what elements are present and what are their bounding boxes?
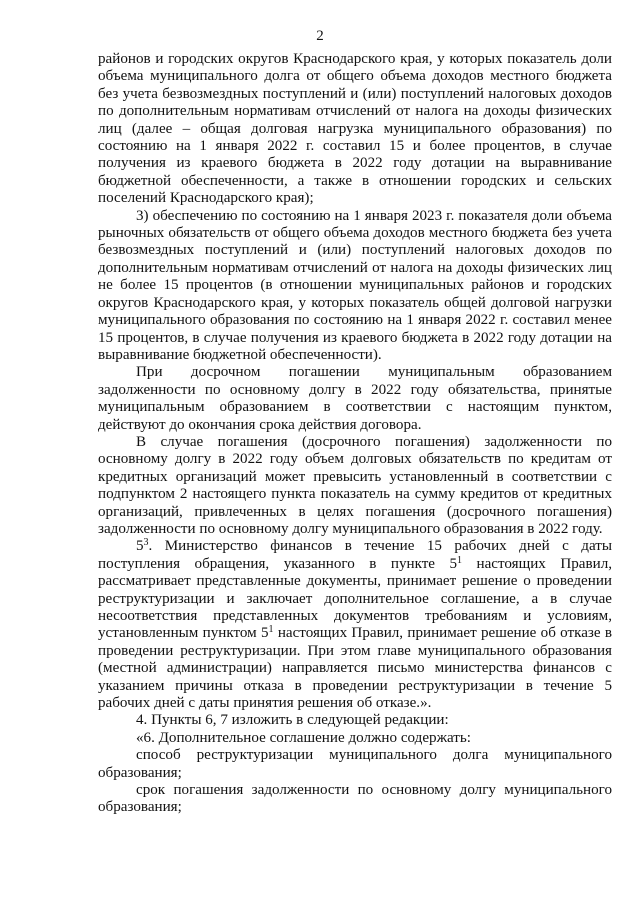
document-body [98, 51, 612, 817]
clause-superscript: 1 [268, 624, 274, 636]
paragraph-repayment-term: срок погашения задолженности по основному долгу муниципального образования; [98, 782, 612, 816]
paragraph-item-3: 3) обеспечению по состоянию на 1 января 2023 г. показателя доли объема рыночных обязательств от общего объема доходов местного бюджета без учета безвозмездных поступлений и (или) поступлений налоговых доходов по дополнительным нормативам отчислений от налога на доходы физических лиц не более 15 процентов (в отношении муниципальных районов и городских округов Краснодарского края, у которых показатель общей долговой нагрузки муниципального образования по состоянию на 1 января 2022 г. составил менее 15 процентов, в случае получения из краевого бюджета в 2022 году дотации на выравнивание бюджетной обеспеченности). [98, 207, 612, 363]
paragraph-item-4: 4. Пункты 6, 7 изложить в следующей редакции: [136, 712, 449, 729]
paragraph-continuation: районов и городских округов Краснодарского края, у которых показатель доли объема муниципального долга от общего объема доходов местного бюджета без учета безвозмездных поступлений и (или) поступлений налоговых доходов по дополнительным нормативам отчислений от налога на доходы физических лиц (далее – общая долговая нагрузка муниципального образования) по состоянию на 1 января 2022 г. составил 15 и более процентов, в случае получения из краевого бюджета в 2022 году дотации на выравнивание бюджетной обеспеченности, а также в отношении городских и сельских поселений Краснодарского края); [98, 51, 612, 207]
clause-superscript: 1 [457, 554, 463, 566]
paragraph-early-repayment: При досрочном погашении муниципальным образованием задолженности по основному долгу в 2022 году обязательства, принятые муниципальным образованием в соответствии с настоящим пунктом, действуют до окончания срока действия договора. [98, 364, 612, 433]
clause-text-part: настоящих Правил, принимает решение об отказе в проведении реструктуризации. При этом главе муниципального образования (местной администрации) направляется письмо министерства финансов с указанием причины отказа в проведении реструктуризации в течение 5 рабочих дней с даты принятия решения об отказе.». [98, 625, 612, 712]
clause-text-part: . Министерство финансов в течение 15 рабочих дней с даты поступления обращения, указанного в пункте 5 [98, 538, 612, 572]
paragraph-restructuring-method: способ реструктуризации муниципального долга муниципального образования; [98, 747, 612, 781]
paragraph-clause-5-3 [98, 538, 612, 712]
clause-superscript: 3 [143, 537, 149, 549]
page-number: 2 [316, 28, 324, 44]
clause-number: 5 [136, 538, 144, 555]
clause-text-part: настоящих Правил, рассматривает представленные документы, принимает решение о проведении реструктуризации и заключает дополнительное соглашение, а в случае несоответствия представленных документов требованиям и условиям, установленным пунктом 5 [98, 555, 613, 642]
paragraph-clause-6: «6. Дополнительное соглашение должно содержать: [136, 729, 471, 746]
paragraph-repayment-case: В случае погашения (досрочного погашения) задолженности по основному долгу в 2022 году объем долговых обязательств по кредитам от кредитных организаций может превысить установленный в соответствии с подпунктом 2 настоящего пункта показатель на сумму кредитов от кредитных организаций, привлеченных в целях погашения (досрочного погашения) задолженности по основному долгу муниципального образования в 2022 году. [98, 433, 612, 537]
